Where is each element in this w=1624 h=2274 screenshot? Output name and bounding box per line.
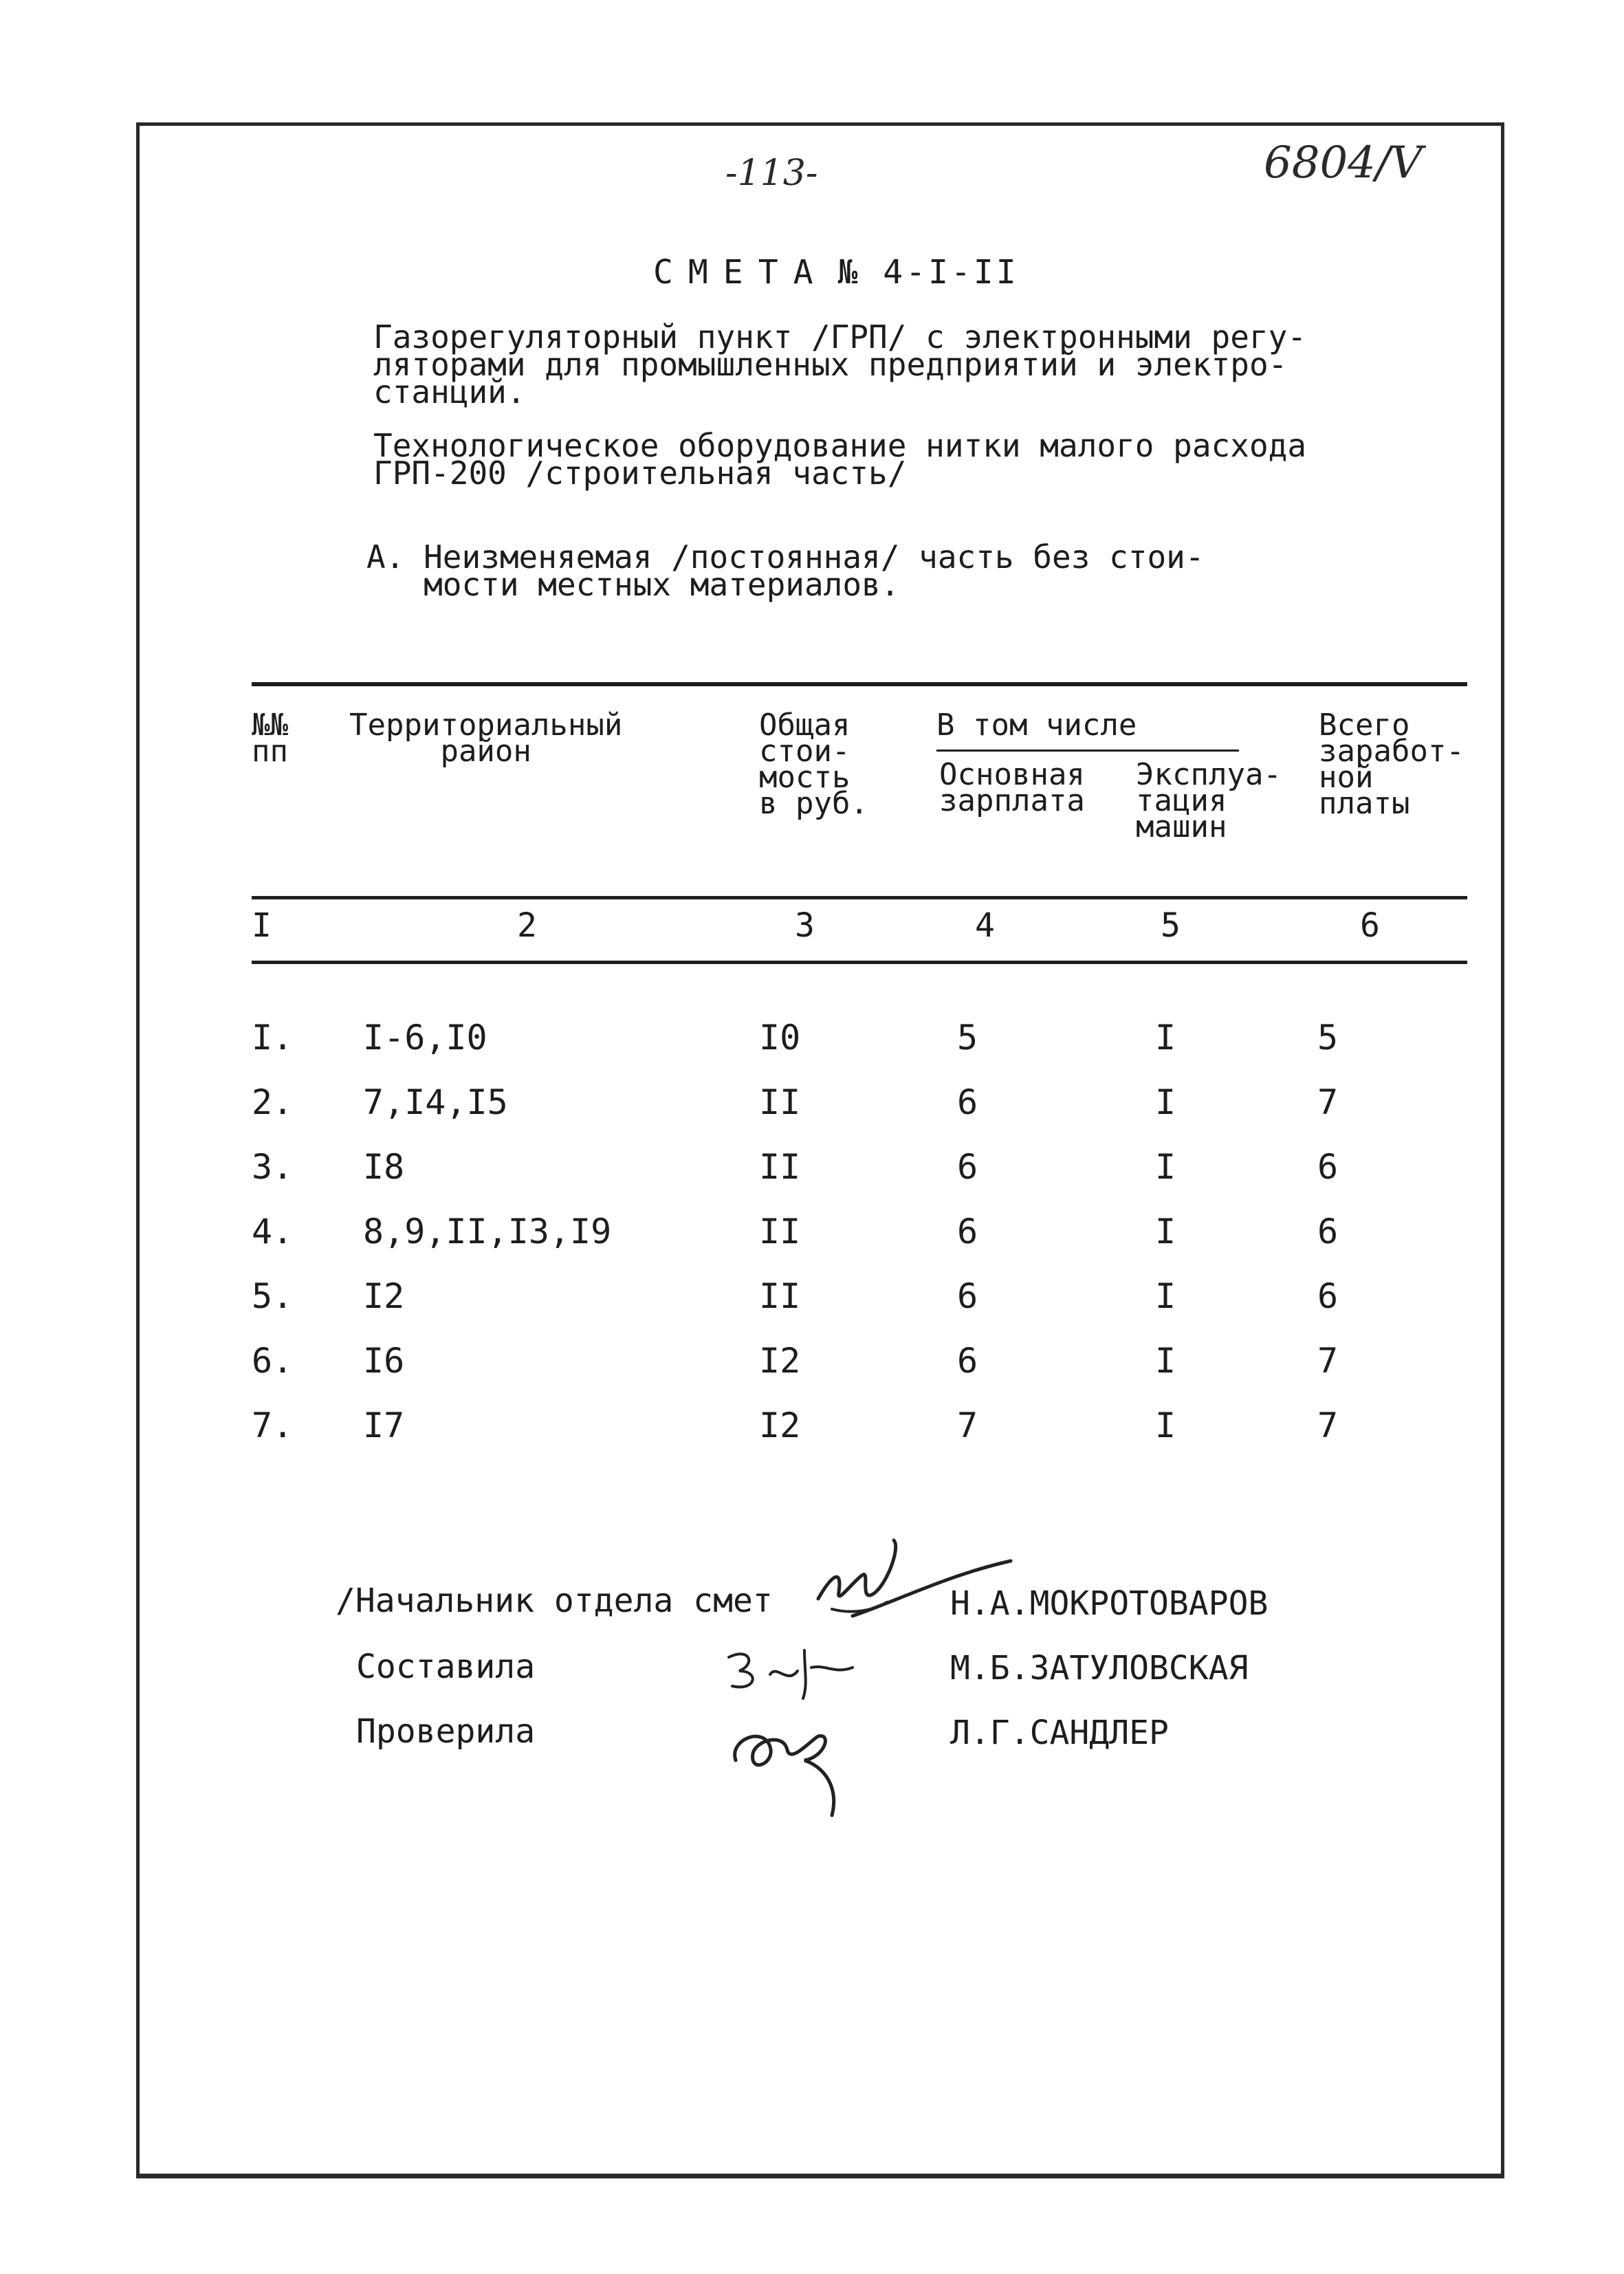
column-number: 3: [795, 906, 815, 945]
header-bottom-rule: [252, 896, 1467, 899]
column-number: I: [252, 906, 272, 945]
head-name: Н.А.МОКРОТОВАРОВ: [950, 1584, 1269, 1623]
total-cost-cell: II: [759, 1212, 801, 1251]
page-number: -113-: [725, 153, 818, 194]
total-cost-cell: I0: [759, 1018, 801, 1058]
region-cell: 7,I4,I5: [363, 1082, 508, 1122]
total-wages-cell: 6: [1317, 1212, 1339, 1251]
document-title: [653, 253, 1019, 292]
archive-number: 6804/V: [1264, 138, 1423, 188]
header-machine-operation: Эксплуа- тация машин: [1136, 757, 1282, 844]
total-wages-cell: 7: [1317, 1341, 1339, 1381]
row-number: 6.: [252, 1341, 294, 1381]
head-signature: [811, 1533, 1018, 1630]
row-number: 2.: [252, 1082, 294, 1122]
machine-operation-cell: I: [1155, 1147, 1176, 1187]
header-group-including: В том числе: [936, 708, 1137, 743]
base-salary-cell: 6: [957, 1212, 978, 1251]
machine-operation-cell: I: [1155, 1018, 1176, 1058]
estimate-number: № 4-I-II: [837, 253, 1019, 292]
base-salary-cell: 6: [957, 1341, 978, 1381]
total-cost-cell: I2: [759, 1406, 801, 1445]
base-salary-cell: 6: [957, 1147, 978, 1187]
total-cost-cell: II: [759, 1276, 801, 1316]
row-number: 5.: [252, 1276, 294, 1316]
base-salary-cell: 6: [957, 1276, 978, 1316]
header-total-wages: Всего заработ- ной платы: [1319, 708, 1464, 821]
description-equipment: Технологическое оборудование нитки малого расхода ГРП-200 /строительная часть/: [373, 427, 1307, 492]
machine-operation-cell: I: [1155, 1212, 1176, 1251]
column-number: 2: [517, 906, 537, 945]
row-number: I.: [252, 1018, 294, 1058]
total-wages-cell: 6: [1317, 1147, 1339, 1187]
table-top-rule: [252, 682, 1467, 686]
total-wages-cell: 6: [1317, 1276, 1339, 1316]
base-salary-cell: 5: [957, 1018, 978, 1058]
description-object: Газорегуляторный пункт /ГРП/ с электронными регу- ляторами для промышленных предприятий и электро- станций.: [373, 318, 1307, 411]
total-cost-cell: I2: [759, 1341, 801, 1381]
header-region: Территориальный район: [349, 708, 623, 769]
compiled-name: М.Б.ЗАТУЛОВСКАЯ: [950, 1649, 1249, 1687]
machine-operation-cell: I: [1155, 1406, 1176, 1445]
region-cell: I7: [363, 1406, 405, 1445]
compiled-role: Составила: [356, 1648, 536, 1686]
row-number: 3.: [252, 1147, 294, 1187]
head-role: /Начальник отдела смет: [336, 1582, 773, 1620]
compiled-signature: [722, 1643, 859, 1705]
column-number: 4: [975, 906, 995, 945]
header-total-cost: Общая стои- мость в руб.: [759, 708, 868, 821]
region-cell: 8,9,II,I3,I9: [363, 1212, 612, 1251]
column-number: 5: [1161, 906, 1181, 945]
total-wages-cell: 7: [1317, 1082, 1339, 1122]
header-row-number: №№ пп: [252, 708, 288, 769]
checked-role: Проверила: [356, 1712, 536, 1751]
base-salary-cell: 7: [957, 1406, 978, 1445]
base-salary-cell: 6: [957, 1082, 978, 1122]
header-base-salary: Основная зарплата: [939, 757, 1085, 818]
checked-name: Л.Г.САНДЛЕР: [950, 1714, 1169, 1752]
region-cell: I8: [363, 1147, 405, 1187]
checked-signature: [722, 1698, 859, 1822]
region-cell: I-6,I0: [363, 1018, 487, 1058]
row-number: 4.: [252, 1212, 294, 1251]
region-cell: I6: [363, 1341, 405, 1381]
total-cost-cell: II: [759, 1147, 801, 1187]
total-cost-cell: II: [759, 1082, 801, 1122]
machine-operation-cell: I: [1155, 1082, 1176, 1122]
machine-operation-cell: I: [1155, 1276, 1176, 1316]
total-wages-cell: 5: [1317, 1018, 1339, 1058]
group-underline: [936, 750, 1239, 752]
title-word: СМЕТА: [653, 253, 829, 292]
region-cell: I2: [363, 1276, 405, 1316]
description-section-a: А. Неизменяемая /постоянная/ часть без стои- мости местных материалов.: [366, 538, 1205, 603]
column-number: 6: [1360, 906, 1380, 945]
row-number: 7.: [252, 1406, 294, 1445]
total-wages-cell: 7: [1317, 1406, 1339, 1445]
column-numbers-rule: [252, 961, 1467, 964]
machine-operation-cell: I: [1155, 1341, 1176, 1381]
